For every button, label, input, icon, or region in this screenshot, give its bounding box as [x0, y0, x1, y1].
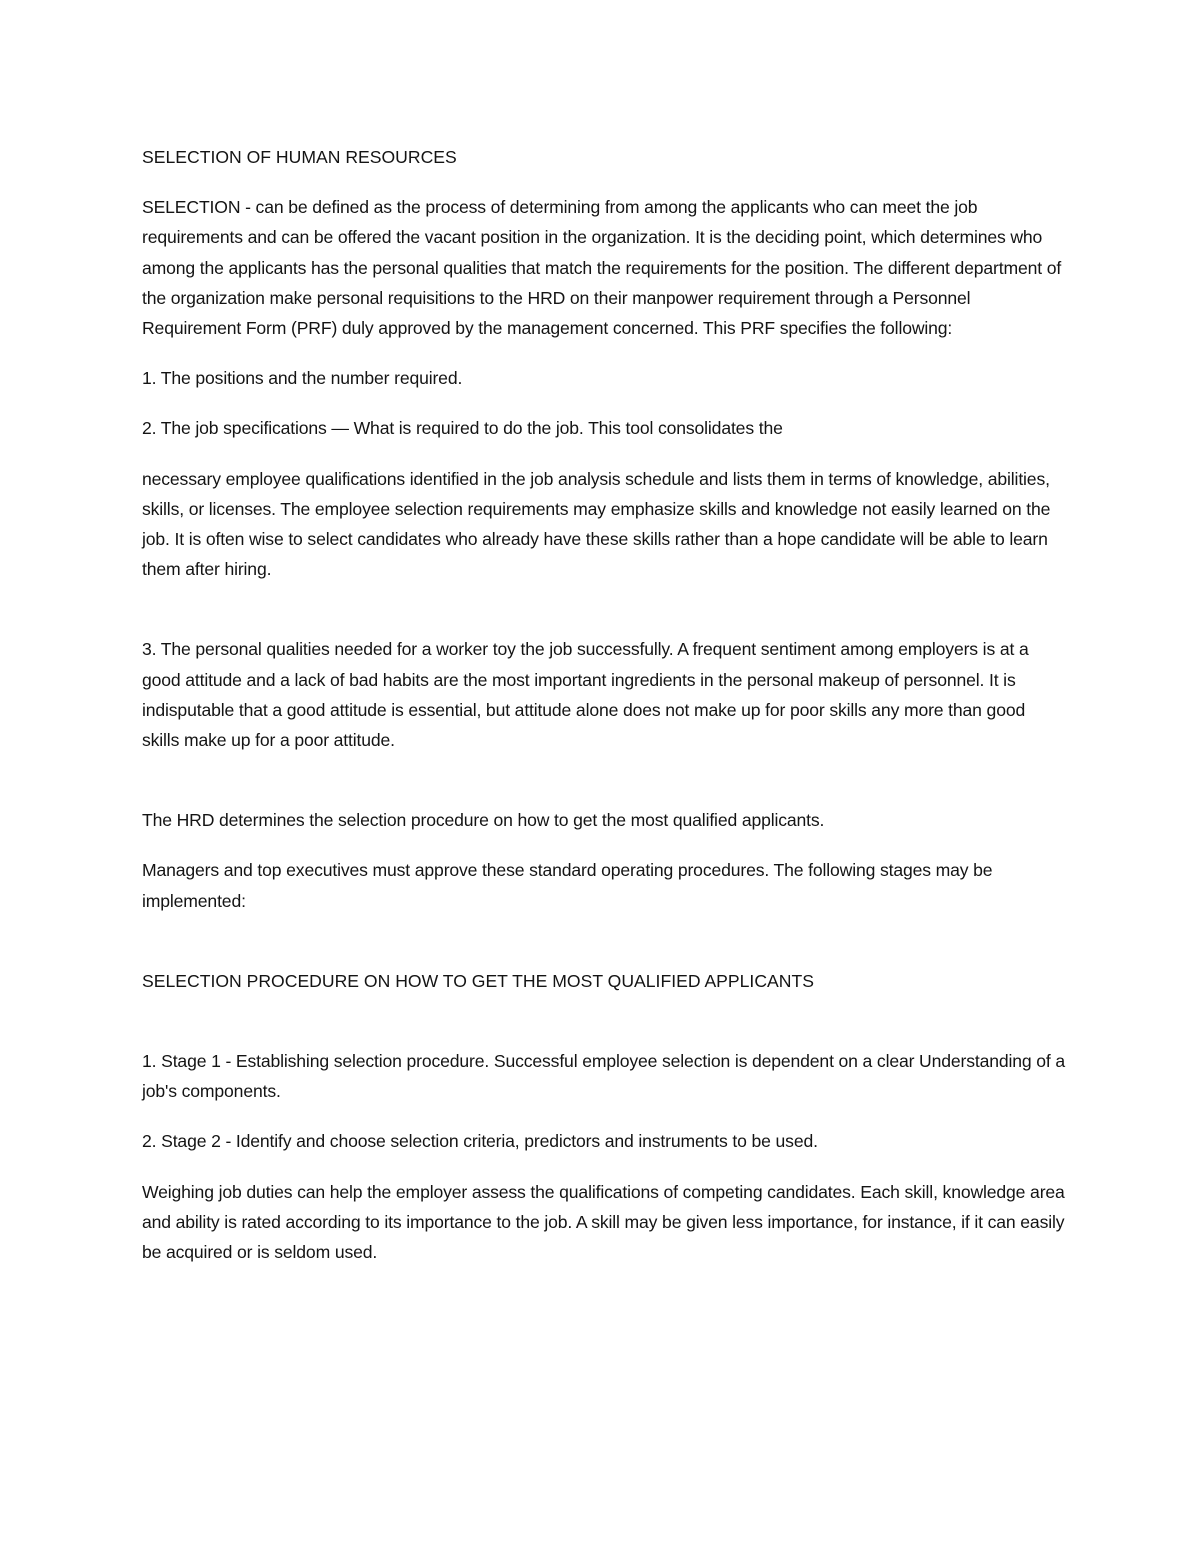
document-body	[142, 142, 1067, 1267]
document-title: SELECTION OF HUMAN RESOURCES	[142, 147, 457, 167]
hrd-paragraph: The HRD determines the selection procedure on how to get the most qualified applicants.	[142, 810, 825, 831]
list-item-2-continuation: necessary employee qualifications identified in the job analysis schedule and lists them in terms of knowledge, abilities, skills, or licenses. The employee selection requirements may emphasize skills and knowledge not easily learned on the job. It is often wise to select candidates who already have these skills rather than a hope candidate will be able to learn them after hiring.	[142, 468, 1051, 580]
managers-paragraph: Managers and top executives must approve these standard operating procedures. The following stages may be implemented:	[142, 860, 993, 911]
list-item-3: 3. The personal qualities needed for a worker toy the job successfully. A frequent sentiment among employers is at a good attitude and a lack of bad habits are the most important ingredients in the personal makeup of personnel. It is indisputable that a good attitude is essential, but attitude alone does not make up for poor skills any more than good skills make up for a poor attitude.	[142, 639, 1029, 751]
procedure-heading: SELECTION PROCEDURE ON HOW TO GET THE MOST QUALIFIED APPLICANTS	[142, 970, 814, 991]
list-item-2: 2. The job specifications — What is required to do the job. This tool consolidates the	[142, 418, 783, 439]
list-item-1: 1. The positions and the number required.	[142, 368, 463, 389]
intro-paragraph: SELECTION - can be defined as the process of determining from among the applicants who can meet the job requirements and can be offered the vacant position in the organization. It is the deciding point, which determines who among the applicants has the personal qualities that match the requirements for the position. The different department of the organization make personal requisitions to the HRD on their manpower requirement through a Personnel Requirement Form (PRF) duly approved by the management concerned. This PRF specifies the following:	[142, 197, 1062, 339]
stage-1-item: 1. Stage 1 - Establishing selection procedure. Successful employee selection is dependent on a clear Understanding of a job's components.	[142, 1051, 1066, 1102]
weighing-paragraph: Weighing job duties can help the employer assess the qualifications of competing candidates. Each skill, knowledge area and ability is rated according to its importance to the job. A skill may be given less importance, for instance, if it can easily be acquired or is seldom used.	[142, 1181, 1065, 1263]
stage-2-item: 2. Stage 2 - Identify and choose selection criteria, predictors and instruments to be used.	[142, 1131, 818, 1152]
